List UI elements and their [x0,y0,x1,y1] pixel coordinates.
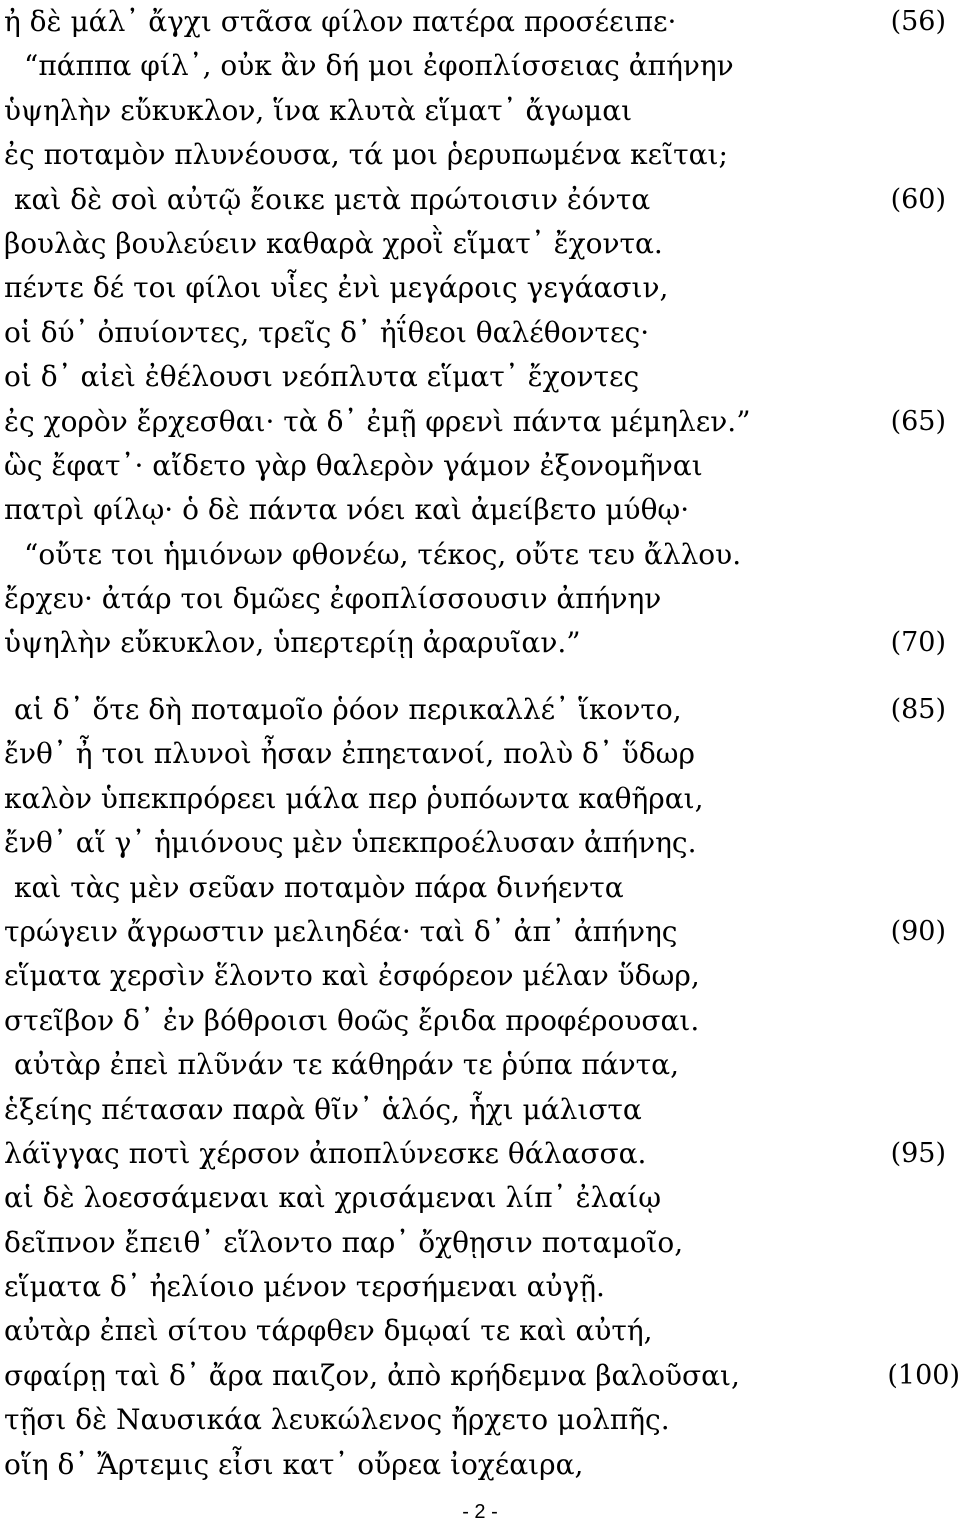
line-number: (85) [890,694,946,725]
page-number: - 2 - [462,1501,498,1523]
verse-text: οἱ δ᾽ αἰεὶ ἐθέλουσι νεόπλυτα εἵματ᾽ ἔχοντες [4,360,640,394]
verse-text: εἵματα χερσὶν ἕλοντο καὶ ἐσφόρεον μέλαν ὕδωρ, [4,959,700,993]
verse-text: εἵματα δ᾽ ἠελίοιο μένον τερσήμεναι αὐγῇ. [4,1270,605,1304]
verse-text: ἔνθ᾽ αἵ γ᾽ ἡμιόνους μὲν ὑπεκπροέλυσαν ἀπήνης. [4,826,697,860]
verse-line [0,1088,960,1132]
verse-line [0,577,960,621]
verse-text: ὑψηλὴν εὔκυκλον, ὑπερτερίῃ ἀραρυῖαν.” [4,626,581,660]
verse-line [0,999,960,1043]
verse-line [0,1043,960,1087]
verse-text: ἔρχευ· ἀτάρ τοι δμῶες ἐφοπλίσσουσιν ἀπήνην [4,582,662,616]
verse-line [0,688,960,732]
verse-text: “οὔτε τοι ἡμιόνων φθονέω, τέκος, οὔτε τευ ἄλλου. [24,537,742,571]
line-number: (65) [890,405,946,437]
verse-line [0,266,960,310]
verse-text: βουλὰς βουλεύειν καθαρὰ χροῒ εἵματ᾽ ἔχοντα. [4,226,663,260]
verse-text: τρώγειν ἄγρωστιν μελιηδέα· ταὶ δ᾽ ἀπ᾽ ἀπήνης [4,914,678,948]
verse-text: ἑξείης πέτασαν παρὰ θῖν᾽ ἁλός, ἧχι μάλιστα [4,1092,642,1126]
verse-text: στεῖβον δ᾽ ἐν βόθροισι θοῶς ἔριδα προφέρουσαι. [4,1003,700,1037]
verse-text: αὐτὰρ ἐπεὶ πλῦνάν τε κάθηράν τε ῥύπα πάντα, [14,1048,679,1082]
line-number: (60) [890,183,946,215]
verse-text: καλὸν ὑπεκπρόρεει μάλα περ ῥυπόωντα καθῆραι, [4,781,704,815]
verse-line [0,311,960,355]
verse-text: δεῖπνον ἔπειθ᾽ εἵλοντο παρ᾽ ὄχθῃσιν ποταμοῖο, [4,1225,684,1259]
verse-text: “πάππα φίλ᾽, οὐκ ἂν δή μοι ἐφοπλίσσειας ἀπήνην [24,49,734,83]
verse-line [0,533,960,577]
verse-text: αἱ δὲ λοεσσάμεναι καὶ χρισάμεναι λίπ᾽ ἐλαίῳ [4,1181,662,1215]
verse-text: ὣς ἔφατ᾽· αἴδετο γὰρ θαλερὸν γάμον ἐξονομῆναι [4,448,703,482]
verse-line [0,732,960,776]
verse-line [0,1176,960,1220]
line-number: (56) [890,6,946,37]
verse-line [0,1221,960,1265]
verse-line [0,355,960,399]
verse-line [0,1398,960,1442]
verse-line [0,89,960,133]
verse-text: σφαίρῃ ταὶ δ᾽ ἄρα παιζον, ἀπὸ κρήδεμνα βαλοῦσαι, [4,1358,740,1392]
verse-text: καὶ τὰς μὲν σεῦαν ποταμὸν πάρα δινήεντα [14,870,624,904]
verse-line [0,444,960,488]
verse-line [0,1443,960,1487]
line-number: (70) [890,627,946,659]
verse-line [0,821,960,865]
stanza-lines-85-102 [0,688,960,1487]
verse-line [0,621,960,665]
verse-text: πατρὶ φίλῳ· ὁ δὲ πάντα νόει καὶ ἀμείβετο μύθῳ· [4,493,690,527]
verse-text: ἐς χορὸν ἔρχεσθαι· τὰ δ᾽ ἐμῇ φρενὶ πάντα μέμηλεν.” [4,404,751,438]
verse-line [0,777,960,821]
verse-line [0,178,960,222]
line-number: (90) [890,915,946,947]
verse-line [0,0,960,44]
verse-line [0,488,960,532]
verse-text: αὐτὰρ ἐπεὶ σίτου τάρφθεν δμῳαί τε καὶ αὐτή, [4,1314,653,1348]
line-number: (100) [887,1359,960,1391]
verse-line [0,1354,960,1398]
verse-text: ἔνθ᾽ ἦ τοι πλυνοὶ ἦσαν ἐπηετανοί, πολὺ δ᾽ ὕδωρ [4,737,695,771]
verse-line [0,954,960,998]
verse-line [0,400,960,444]
verse-text: πέντε δέ τοι φίλοι υἷες ἐνὶ μεγάροις γεγάασιν, [4,271,669,305]
verse-text: οἵη δ᾽ Ἄρτεμις εἶσι κατ᾽ οὔρεα ἰοχέαιρα, [4,1447,584,1481]
verse-line [0,222,960,266]
verse-text: ἐς ποταμὸν πλυνέουσα, τά μοι ῥερυπωμένα κεῖται; [4,138,728,172]
verse-line [0,1132,960,1176]
verse-text: τῇσι δὲ Ναυσικάα λευκώλενος ἤρχετο μολπῆς. [4,1403,670,1437]
verse-text: αἱ δ᾽ ὅτε δὴ ποταμοῖο ῥόον περικαλλέ᾽ ἵκοντο, [14,693,682,726]
verse-line [0,866,960,910]
verse-text: οἱ δύ᾽ ὀπυίοντες, τρεῖς δ᾽ ἠΐθεοι θαλέθοντες· [4,315,650,349]
verse-line [0,910,960,954]
verse-line [0,44,960,88]
stanza-lines-56-70 [0,0,960,666]
line-number: (95) [890,1137,946,1169]
verse-text: καὶ δὲ σοὶ αὐτῷ ἔοικε μετὰ πρώτοισιν ἐόντα [14,182,651,216]
verse-line [0,1309,960,1353]
verse-line [0,133,960,177]
verse-text: λάϊγγας ποτὶ χέρσον ἀποπλύνεσκε θάλασσα. [4,1136,647,1170]
verse-text: ὑψηλὴν εὔκυκλον, ἵνα κλυτὰ εἵματ᾽ ἄγωμαι [4,93,633,127]
verse-line [0,1265,960,1309]
verse-text: ἠ δὲ μάλ᾽ ἄγχι στᾶσα φίλον πατέρα προσέειπε· [4,5,677,38]
